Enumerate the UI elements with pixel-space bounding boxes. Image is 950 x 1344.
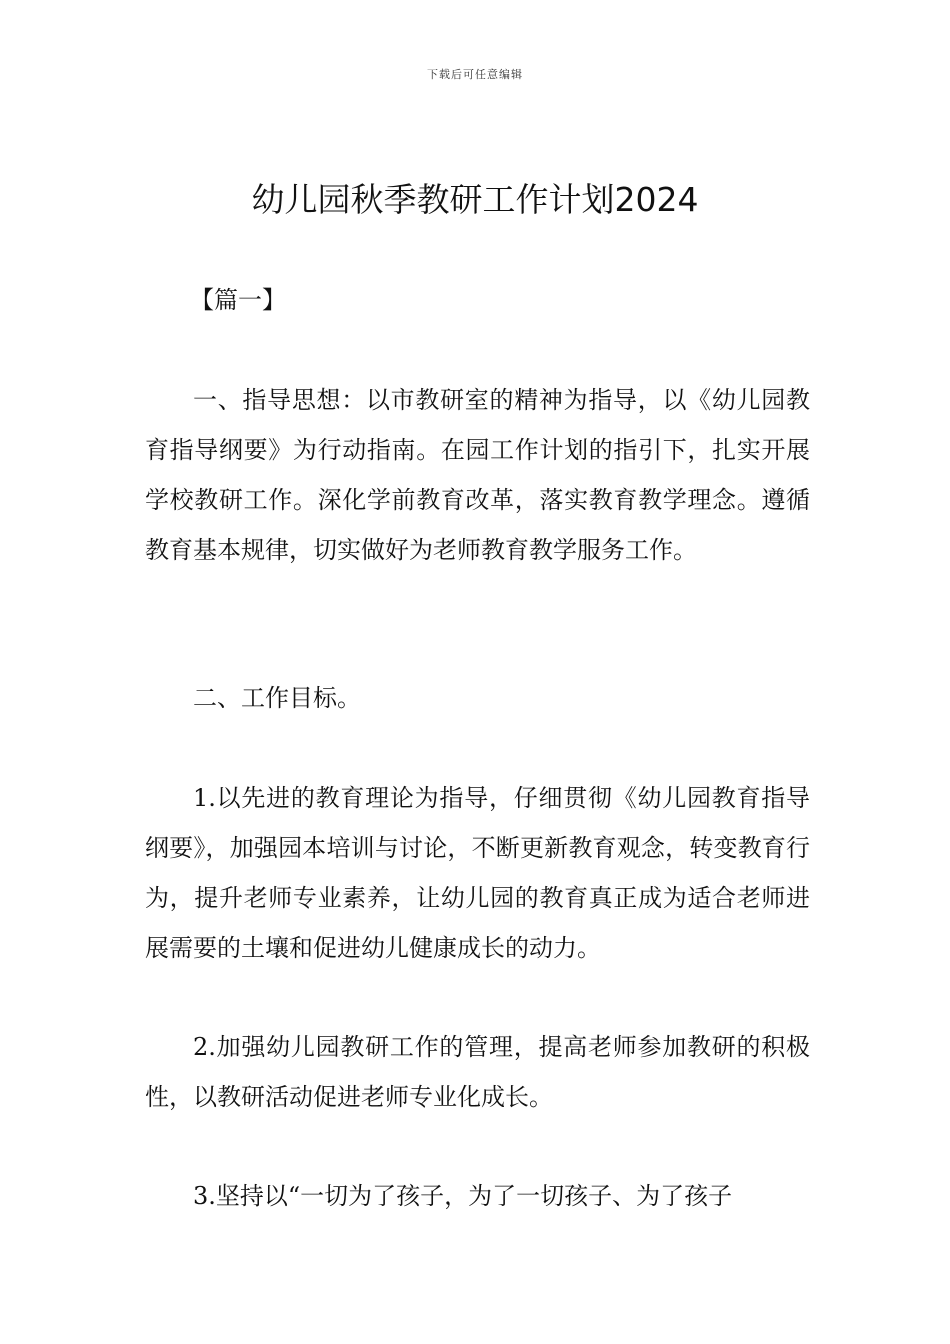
paragraph-goal-3: 3.坚持以“一切为了孩子，为了一切孩子、为了孩子 — [193, 1182, 733, 1210]
paragraph-goal-2: 2.加强幼儿园教研工作的管理，提高老师参加教研的积极性，以教研活动促进老师专业化成长。 — [145, 1033, 810, 1111]
paragraph-guiding-ideology: 一、指导思想：以市教研室的精神为指导，以《幼儿园教育指导纲要》为行动指南。在园工作计划的指引下，扎实开展学校教研工作。深化学前教育改革，落实教育教学理念。遵循教育基本规律，切实做好为老师教育教学服务工作。 — [145, 386, 810, 564]
paragraph-work-goals-heading: 二、工作目标。 — [193, 684, 361, 712]
paragraph-goal-1: 1.以先进的教育理论为指导，仔细贯彻《幼儿园教育指导纲要》，加强园本培训与讨论，不断更新教育观念，转变教育行为，提升老师专业素养，让幼儿园的教育真正成为适合老师进展需要的土壤和促进幼儿健康成长的动力。 — [145, 784, 810, 962]
page-header-note: 下载后可任意编辑 — [427, 68, 523, 81]
document-title: 幼儿园秋季教研工作计划2024 — [251, 180, 699, 219]
section-label: 【篇一】 — [190, 286, 286, 314]
